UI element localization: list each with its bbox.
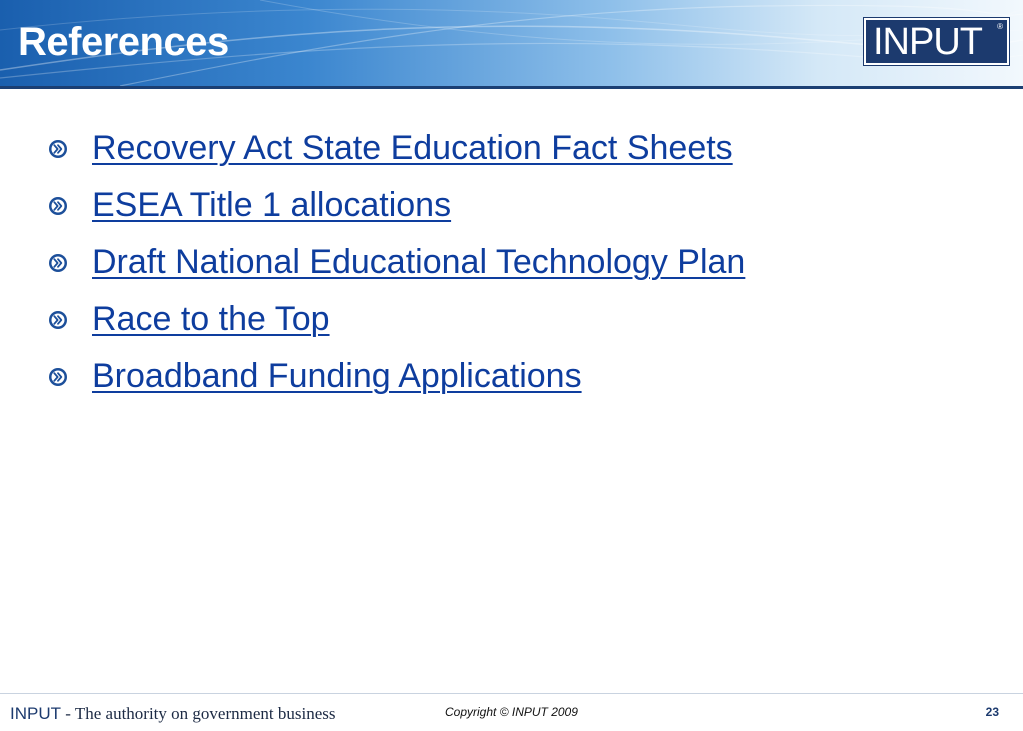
logo-text: INPUT [873, 21, 982, 63]
reference-link[interactable]: Recovery Act State Education Fact Sheets [92, 129, 733, 167]
reference-link[interactable]: Draft National Educational Technology Plan [92, 243, 746, 281]
input-logo [864, 18, 1009, 65]
double-chevron-right-icon [48, 139, 68, 159]
list-item [48, 348, 745, 405]
footer-brand-name: INPUT [10, 704, 61, 723]
reference-link[interactable]: Broadband Funding Applications [92, 357, 582, 395]
double-chevron-right-icon [48, 253, 68, 273]
list-item [48, 291, 745, 348]
list-item [48, 234, 745, 291]
footer-tagline: - The authority on government business [61, 704, 336, 723]
double-chevron-right-icon [48, 196, 68, 216]
reference-list [48, 120, 745, 405]
copyright-notice: Copyright © INPUT 2009 [445, 705, 578, 719]
registered-mark: ® [997, 22, 1003, 31]
list-item [48, 177, 745, 234]
header-divider [0, 86, 1023, 89]
slide-header [0, 0, 1023, 86]
double-chevron-right-icon [48, 367, 68, 387]
list-item [48, 120, 745, 177]
footer-divider [0, 693, 1023, 694]
double-chevron-right-icon [48, 310, 68, 330]
slide-title: References [18, 20, 229, 64]
page-number: 23 [985, 705, 999, 719]
reference-link[interactable]: Race to the Top [92, 300, 330, 338]
reference-link[interactable]: ESEA Title 1 allocations [92, 186, 452, 224]
footer-brand [10, 704, 335, 725]
